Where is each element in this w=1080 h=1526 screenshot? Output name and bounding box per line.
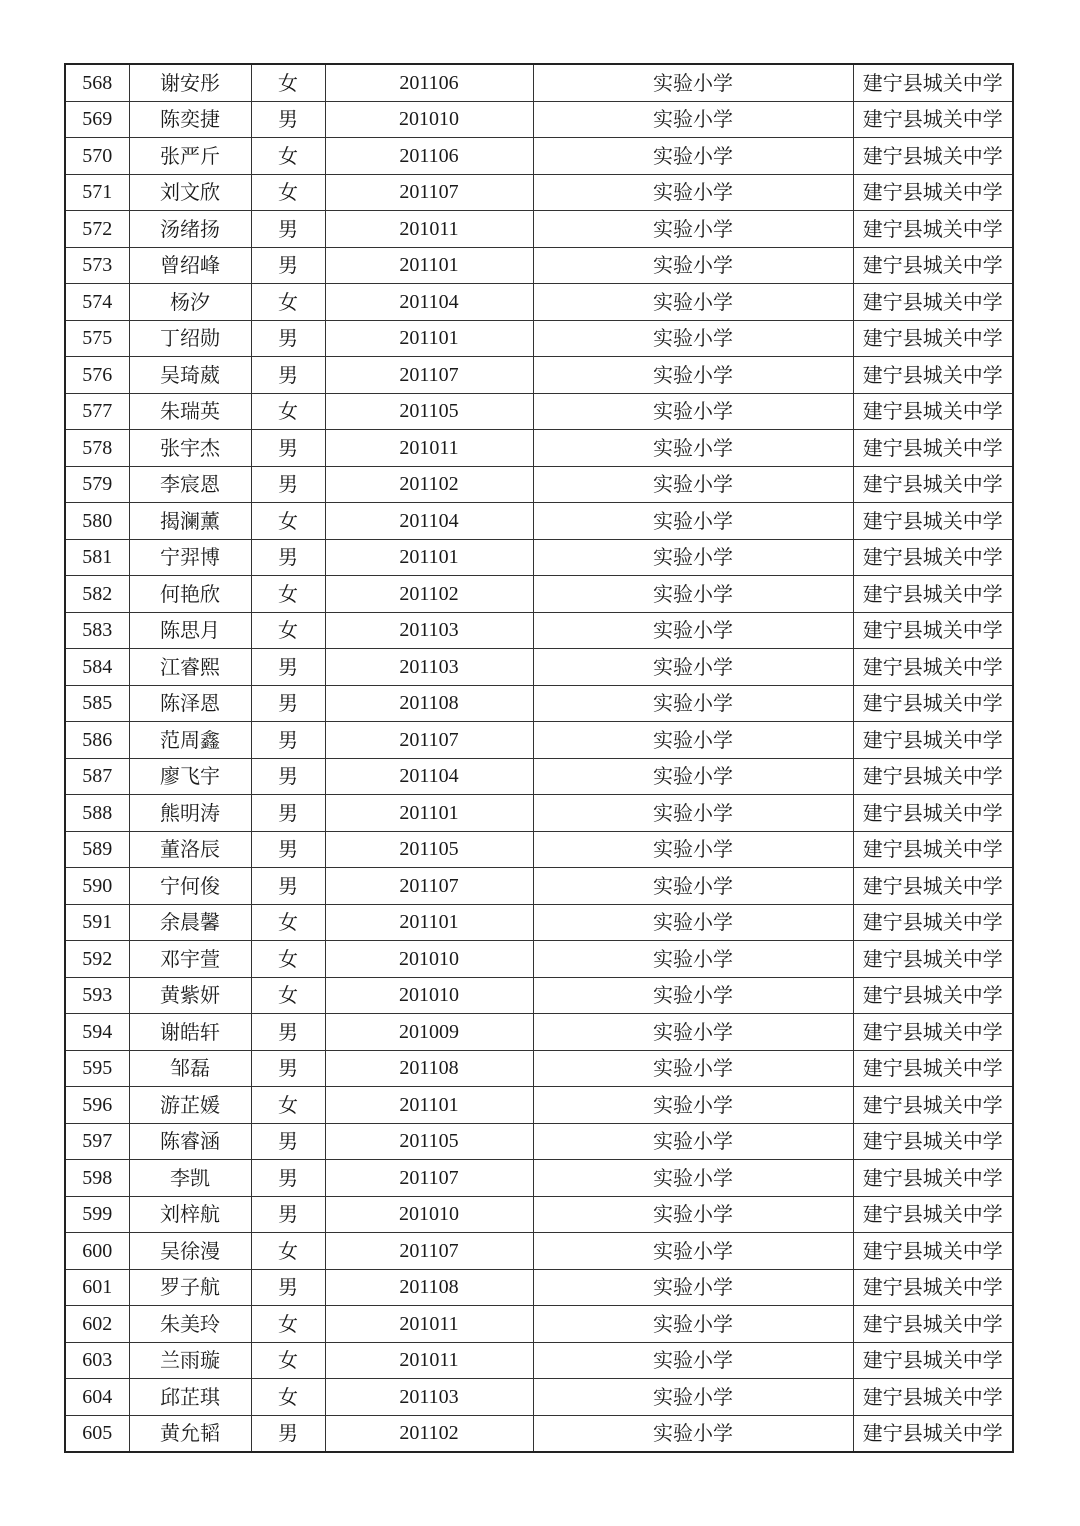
row-number: 603 (65, 1342, 129, 1379)
assigned-school: 建宁县城关中学 (853, 1342, 1013, 1379)
student-sex: 女 (251, 904, 325, 941)
origin-school: 实验小学 (533, 430, 853, 467)
row-number: 587 (65, 758, 129, 795)
student-name: 余晨馨 (129, 904, 251, 941)
table-row (65, 1269, 1013, 1306)
birth-month: 201011 (325, 1342, 533, 1379)
student-name: 江睿熙 (129, 649, 251, 686)
table-row (65, 1415, 1013, 1452)
student-sex: 男 (251, 649, 325, 686)
assigned-school: 建宁县城关中学 (853, 1014, 1013, 1051)
origin-school: 实验小学 (533, 1415, 853, 1452)
birth-month: 201011 (325, 1306, 533, 1343)
student-name: 陈奕捷 (129, 101, 251, 138)
assigned-school: 建宁县城关中学 (853, 138, 1013, 175)
birth-month: 201104 (325, 503, 533, 540)
birth-month: 201104 (325, 758, 533, 795)
origin-school: 实验小学 (533, 1087, 853, 1124)
table-row (65, 1342, 1013, 1379)
assigned-school: 建宁县城关中学 (853, 1379, 1013, 1416)
row-number: 575 (65, 320, 129, 357)
student-sex: 女 (251, 503, 325, 540)
student-name: 兰雨璇 (129, 1342, 251, 1379)
table-row (65, 466, 1013, 503)
table-row (65, 101, 1013, 138)
student-sex: 女 (251, 1087, 325, 1124)
row-number: 581 (65, 539, 129, 576)
origin-school: 实验小学 (533, 466, 853, 503)
row-number: 604 (65, 1379, 129, 1416)
table-row (65, 430, 1013, 467)
student-sex: 男 (251, 1415, 325, 1452)
assigned-school: 建宁县城关中学 (853, 1123, 1013, 1160)
student-name: 李凯 (129, 1160, 251, 1197)
row-number: 583 (65, 612, 129, 649)
assigned-school: 建宁县城关中学 (853, 211, 1013, 248)
row-number: 588 (65, 795, 129, 832)
assigned-school: 建宁县城关中学 (853, 685, 1013, 722)
birth-month: 201108 (325, 1050, 533, 1087)
origin-school: 实验小学 (533, 722, 853, 759)
table-row (65, 539, 1013, 576)
origin-school: 实验小学 (533, 138, 853, 175)
table-row (65, 941, 1013, 978)
table-row (65, 612, 1013, 649)
student-name: 陈睿涵 (129, 1123, 251, 1160)
table-row (65, 64, 1013, 101)
table-row (65, 393, 1013, 430)
row-number: 595 (65, 1050, 129, 1087)
assigned-school: 建宁县城关中学 (853, 174, 1013, 211)
assigned-school: 建宁县城关中学 (853, 539, 1013, 576)
assigned-school: 建宁县城关中学 (853, 1160, 1013, 1197)
row-number: 589 (65, 831, 129, 868)
origin-school: 实验小学 (533, 539, 853, 576)
origin-school: 实验小学 (533, 1342, 853, 1379)
row-number: 593 (65, 977, 129, 1014)
row-number: 601 (65, 1269, 129, 1306)
student-name: 刘文欣 (129, 174, 251, 211)
table-row (65, 503, 1013, 540)
birth-month: 201102 (325, 576, 533, 613)
student-name: 何艳欣 (129, 576, 251, 613)
birth-month: 201101 (325, 539, 533, 576)
table-row (65, 1233, 1013, 1270)
student-sex: 男 (251, 101, 325, 138)
birth-month: 201107 (325, 357, 533, 394)
origin-school: 实验小学 (533, 1123, 853, 1160)
assigned-school: 建宁县城关中学 (853, 1233, 1013, 1270)
origin-school: 实验小学 (533, 64, 853, 101)
origin-school: 实验小学 (533, 101, 853, 138)
student-sex: 男 (251, 868, 325, 905)
origin-school: 实验小学 (533, 685, 853, 722)
origin-school: 实验小学 (533, 357, 853, 394)
student-name: 曾绍峰 (129, 247, 251, 284)
table-row (65, 320, 1013, 357)
assigned-school: 建宁县城关中学 (853, 430, 1013, 467)
student-roster-table (64, 63, 1014, 1453)
student-name: 杨汐 (129, 284, 251, 321)
assigned-school: 建宁县城关中学 (853, 393, 1013, 430)
row-number: 578 (65, 430, 129, 467)
origin-school: 实验小学 (533, 758, 853, 795)
birth-month: 201107 (325, 868, 533, 905)
birth-month: 201102 (325, 1415, 533, 1452)
roster-body (65, 64, 1013, 1452)
row-number: 598 (65, 1160, 129, 1197)
origin-school: 实验小学 (533, 393, 853, 430)
student-sex: 男 (251, 320, 325, 357)
assigned-school: 建宁县城关中学 (853, 868, 1013, 905)
birth-month: 201010 (325, 1196, 533, 1233)
student-sex: 男 (251, 722, 325, 759)
student-sex: 男 (251, 1123, 325, 1160)
birth-month: 201105 (325, 831, 533, 868)
student-name: 熊明涛 (129, 795, 251, 832)
birth-month: 201101 (325, 795, 533, 832)
assigned-school: 建宁县城关中学 (853, 1306, 1013, 1343)
student-sex: 男 (251, 831, 325, 868)
student-name: 黄允韬 (129, 1415, 251, 1452)
row-number: 597 (65, 1123, 129, 1160)
origin-school: 实验小学 (533, 904, 853, 941)
birth-month: 201011 (325, 430, 533, 467)
student-name: 邹磊 (129, 1050, 251, 1087)
birth-month: 201107 (325, 174, 533, 211)
origin-school: 实验小学 (533, 503, 853, 540)
birth-month: 201108 (325, 685, 533, 722)
assigned-school: 建宁县城关中学 (853, 1087, 1013, 1124)
row-number: 569 (65, 101, 129, 138)
student-sex: 男 (251, 539, 325, 576)
row-number: 584 (65, 649, 129, 686)
assigned-school: 建宁县城关中学 (853, 64, 1013, 101)
assigned-school: 建宁县城关中学 (853, 831, 1013, 868)
student-sex: 女 (251, 1233, 325, 1270)
assigned-school: 建宁县城关中学 (853, 247, 1013, 284)
origin-school: 实验小学 (533, 1269, 853, 1306)
student-name: 陈思月 (129, 612, 251, 649)
row-number: 605 (65, 1415, 129, 1452)
row-number: 600 (65, 1233, 129, 1270)
assigned-school: 建宁县城关中学 (853, 466, 1013, 503)
table-row (65, 1306, 1013, 1343)
assigned-school: 建宁县城关中学 (853, 758, 1013, 795)
birth-month: 201009 (325, 1014, 533, 1051)
row-number: 570 (65, 138, 129, 175)
row-number: 571 (65, 174, 129, 211)
table-row (65, 868, 1013, 905)
student-sex: 女 (251, 138, 325, 175)
student-name: 游芷媛 (129, 1087, 251, 1124)
birth-month: 201102 (325, 466, 533, 503)
assigned-school: 建宁县城关中学 (853, 284, 1013, 321)
student-name: 宁何俊 (129, 868, 251, 905)
birth-month: 201105 (325, 1123, 533, 1160)
student-sex: 男 (251, 1050, 325, 1087)
assigned-school: 建宁县城关中学 (853, 977, 1013, 1014)
birth-month: 201010 (325, 101, 533, 138)
row-number: 577 (65, 393, 129, 430)
student-name: 范周鑫 (129, 722, 251, 759)
birth-month: 201101 (325, 1087, 533, 1124)
assigned-school: 建宁县城关中学 (853, 576, 1013, 613)
student-sex: 女 (251, 1306, 325, 1343)
student-sex: 男 (251, 1196, 325, 1233)
origin-school: 实验小学 (533, 795, 853, 832)
table-row (65, 1087, 1013, 1124)
assigned-school: 建宁县城关中学 (853, 649, 1013, 686)
student-name: 揭澜薰 (129, 503, 251, 540)
student-sex: 女 (251, 393, 325, 430)
row-number: 579 (65, 466, 129, 503)
table-row (65, 357, 1013, 394)
birth-month: 201103 (325, 1379, 533, 1416)
row-number: 592 (65, 941, 129, 978)
birth-month: 201107 (325, 722, 533, 759)
student-sex: 男 (251, 685, 325, 722)
table-row (65, 247, 1013, 284)
origin-school: 实验小学 (533, 1014, 853, 1051)
student-sex: 男 (251, 758, 325, 795)
origin-school: 实验小学 (533, 868, 853, 905)
table-row (65, 977, 1013, 1014)
origin-school: 实验小学 (533, 174, 853, 211)
assigned-school: 建宁县城关中学 (853, 612, 1013, 649)
row-number: 568 (65, 64, 129, 101)
table-row (65, 795, 1013, 832)
student-name: 刘梓航 (129, 1196, 251, 1233)
row-number: 580 (65, 503, 129, 540)
student-name: 吴徐漫 (129, 1233, 251, 1270)
row-number: 572 (65, 211, 129, 248)
row-number: 586 (65, 722, 129, 759)
birth-month: 201101 (325, 904, 533, 941)
birth-month: 201010 (325, 977, 533, 1014)
row-number: 591 (65, 904, 129, 941)
student-name: 汤绪扬 (129, 211, 251, 248)
assigned-school: 建宁县城关中学 (853, 1269, 1013, 1306)
document-page (64, 63, 1012, 1453)
student-sex: 女 (251, 612, 325, 649)
origin-school: 实验小学 (533, 247, 853, 284)
birth-month: 201108 (325, 1269, 533, 1306)
student-sex: 女 (251, 284, 325, 321)
student-name: 丁绍勋 (129, 320, 251, 357)
student-sex: 男 (251, 1160, 325, 1197)
assigned-school: 建宁县城关中学 (853, 101, 1013, 138)
assigned-school: 建宁县城关中学 (853, 904, 1013, 941)
assigned-school: 建宁县城关中学 (853, 1050, 1013, 1087)
student-name: 邓宇萱 (129, 941, 251, 978)
origin-school: 实验小学 (533, 576, 853, 613)
table-row (65, 685, 1013, 722)
origin-school: 实验小学 (533, 211, 853, 248)
student-sex: 男 (251, 430, 325, 467)
student-sex: 女 (251, 576, 325, 613)
origin-school: 实验小学 (533, 1379, 853, 1416)
row-number: 599 (65, 1196, 129, 1233)
birth-month: 201106 (325, 64, 533, 101)
row-number: 574 (65, 284, 129, 321)
table-row (65, 1196, 1013, 1233)
table-row (65, 904, 1013, 941)
table-row (65, 1160, 1013, 1197)
origin-school: 实验小学 (533, 1050, 853, 1087)
student-sex: 女 (251, 941, 325, 978)
student-sex: 男 (251, 1014, 325, 1051)
origin-school: 实验小学 (533, 941, 853, 978)
assigned-school: 建宁县城关中学 (853, 357, 1013, 394)
table-row (65, 649, 1013, 686)
row-number: 573 (65, 247, 129, 284)
birth-month: 201103 (325, 649, 533, 686)
origin-school: 实验小学 (533, 1233, 853, 1270)
birth-month: 201010 (325, 941, 533, 978)
birth-month: 201101 (325, 247, 533, 284)
assigned-school: 建宁县城关中学 (853, 320, 1013, 357)
table-row (65, 722, 1013, 759)
table-row (65, 284, 1013, 321)
row-number: 594 (65, 1014, 129, 1051)
student-name: 李宸恩 (129, 466, 251, 503)
birth-month: 201101 (325, 320, 533, 357)
student-name: 董洛辰 (129, 831, 251, 868)
assigned-school: 建宁县城关中学 (853, 722, 1013, 759)
table-row (65, 1014, 1013, 1051)
birth-month: 201105 (325, 393, 533, 430)
student-sex: 女 (251, 977, 325, 1014)
student-sex: 男 (251, 466, 325, 503)
birth-month: 201103 (325, 612, 533, 649)
student-sex: 男 (251, 1269, 325, 1306)
origin-school: 实验小学 (533, 831, 853, 868)
birth-month: 201107 (325, 1160, 533, 1197)
student-name: 黄紫妍 (129, 977, 251, 1014)
assigned-school: 建宁县城关中学 (853, 795, 1013, 832)
origin-school: 实验小学 (533, 284, 853, 321)
row-number: 585 (65, 685, 129, 722)
birth-month: 201107 (325, 1233, 533, 1270)
student-name: 陈泽恩 (129, 685, 251, 722)
student-name: 谢安彤 (129, 64, 251, 101)
row-number: 582 (65, 576, 129, 613)
assigned-school: 建宁县城关中学 (853, 503, 1013, 540)
student-name: 谢皓轩 (129, 1014, 251, 1051)
student-name: 张宇杰 (129, 430, 251, 467)
row-number: 576 (65, 357, 129, 394)
student-sex: 女 (251, 64, 325, 101)
table-row (65, 1050, 1013, 1087)
student-sex: 男 (251, 211, 325, 248)
student-sex: 男 (251, 247, 325, 284)
table-row (65, 1379, 1013, 1416)
birth-month: 201011 (325, 211, 533, 248)
origin-school: 实验小学 (533, 1160, 853, 1197)
row-number: 590 (65, 868, 129, 905)
table-row (65, 576, 1013, 613)
student-name: 张严斤 (129, 138, 251, 175)
origin-school: 实验小学 (533, 1196, 853, 1233)
student-name: 朱美玲 (129, 1306, 251, 1343)
student-sex: 女 (251, 1342, 325, 1379)
row-number: 596 (65, 1087, 129, 1124)
student-sex: 女 (251, 1379, 325, 1416)
birth-month: 201106 (325, 138, 533, 175)
table-row (65, 138, 1013, 175)
table-row (65, 831, 1013, 868)
origin-school: 实验小学 (533, 320, 853, 357)
student-sex: 女 (251, 174, 325, 211)
origin-school: 实验小学 (533, 612, 853, 649)
table-row (65, 758, 1013, 795)
assigned-school: 建宁县城关中学 (853, 1196, 1013, 1233)
assigned-school: 建宁县城关中学 (853, 1415, 1013, 1452)
origin-school: 实验小学 (533, 977, 853, 1014)
birth-month: 201104 (325, 284, 533, 321)
row-number: 602 (65, 1306, 129, 1343)
table-row (65, 1123, 1013, 1160)
assigned-school: 建宁县城关中学 (853, 941, 1013, 978)
student-sex: 男 (251, 795, 325, 832)
student-name: 朱瑞英 (129, 393, 251, 430)
student-sex: 男 (251, 357, 325, 394)
origin-school: 实验小学 (533, 649, 853, 686)
student-name: 吴琦葳 (129, 357, 251, 394)
table-row (65, 211, 1013, 248)
student-name: 邱芷琪 (129, 1379, 251, 1416)
origin-school: 实验小学 (533, 1306, 853, 1343)
student-name: 廖飞宇 (129, 758, 251, 795)
table-row (65, 174, 1013, 211)
student-name: 罗子航 (129, 1269, 251, 1306)
student-name: 宁羿博 (129, 539, 251, 576)
